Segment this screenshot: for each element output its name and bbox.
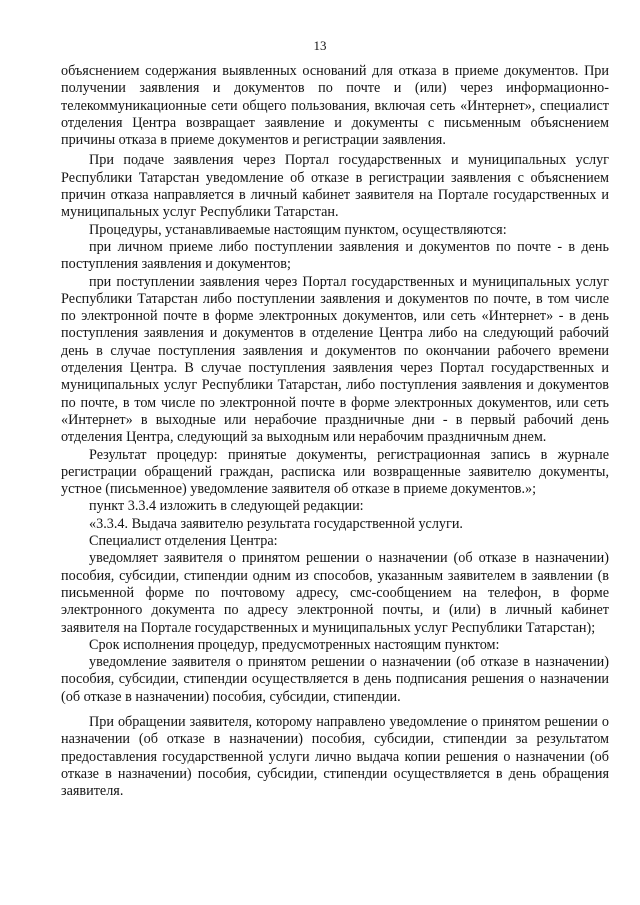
paragraph-deadline: уведомление заявителя о принятом решении о назначении (об отказе в назначении) пособия, субсидии, стипендии осуществляется в день подписания решения о назначении (об отказе в назначении) пособия, субсидии, стипендии. [61,654,609,705]
paragraph-portal-refusal: При подаче заявления через Портал государственных и муниципальных услуг Республики Татарстан уведомление об отказе в регистрации заявления с объяснением причин отказа направляется в личный кабинет заявителя на Портале государственных и муниципальных услуг Республики Татарстан. [61,152,609,221]
paragraph-continuation: объяснением содержания выявленных оснований для отказа в приеме документов. При получении заявления и документов по почте и (или) через информационно-телекоммуникационные сети общего пользования, включая сеть «Интернет», специалист отделения Центра возвращает заявление и документы с письменным объяснением причины отказа в приеме документов и регистрации заявления. [61,63,609,149]
page-number: 13 [313,38,327,53]
paragraph-clause-title: «3.3.4. Выдача заявителю результата государственной услуги. [89,515,463,532]
document-body [61,63,609,800]
paragraph-personal-reception: при личном приеме либо поступлении заявления и документов по почте - в день поступления заявления и документов; [61,238,609,273]
paragraph-procedure-result: Результат процедур: принятые документы, регистрационная запись в журнале регистрации обращений граждан, расписка или возвращенные заявителю документы, устное (письменное) уведомление заявителя об отказе в приеме документов.»; [61,446,609,498]
paragraph-procedures-intro: Процедуры, устанавливаемые настоящим пунктом, осуществляются: [89,221,507,238]
paragraph-copy-issuance: При обращении заявителя, которому направлено уведомление о принятом решении о назначении (об отказе в назначении) пособия, субсидии, стипендии за результатом предоставления государственной услуги лично выдача копии решения о назначении (об отказе в назначении) пособия, субсидии, стипендии осуществляется в день обращения заявителя. [61,713,609,800]
paragraph-portal-submission: при поступлении заявления через Портал государственных и муниципальных услуг Республики Татарстан либо поступлении заявления и документов по почте, в том числе по электронной почте в форме электронных документов, или сеть «Интернет» - в день поступления заявления и документов в отделение Центра либо на следующий рабочий день в случае поступления заявления и документов по окончании рабочего времени отделения Центра. В случае поступления заявления через Портал государственных и муниципальных услуг Республики Татарстан, либо поступления заявления и документов по почте, в том числе по электронной почте в форме электронных документов, или сеть «Интернет» в выходные или нерабочие праздничные дни - в первый рабочий день отделения Центра, следующий за выходным или нерабочим праздничным днем. [61,273,609,446]
paragraph-clause-amendment: пункт 3.3.4 изложить в следующей редакции: [89,498,364,515]
paragraph-notification: уведомляет заявителя о принятом решении о назначении (об отказе в назначении) пособия, субсидии, стипендии одним из способов, указанным заявителем в заявлении (в письменной форме по почтовому адресу, смс-сообщением на телефон, в форме электронного документа по адресу электронной почты, и (или) в личный кабинет заявителя на Портале государственных и муниципальных услуг Республики Татарстан); [61,550,609,636]
paragraph-specialist: Специалист отделения Центра: [89,533,278,550]
paragraph-deadline-intro: Срок исполнения процедур, предусмотренных настоящим пунктом: [89,636,500,653]
